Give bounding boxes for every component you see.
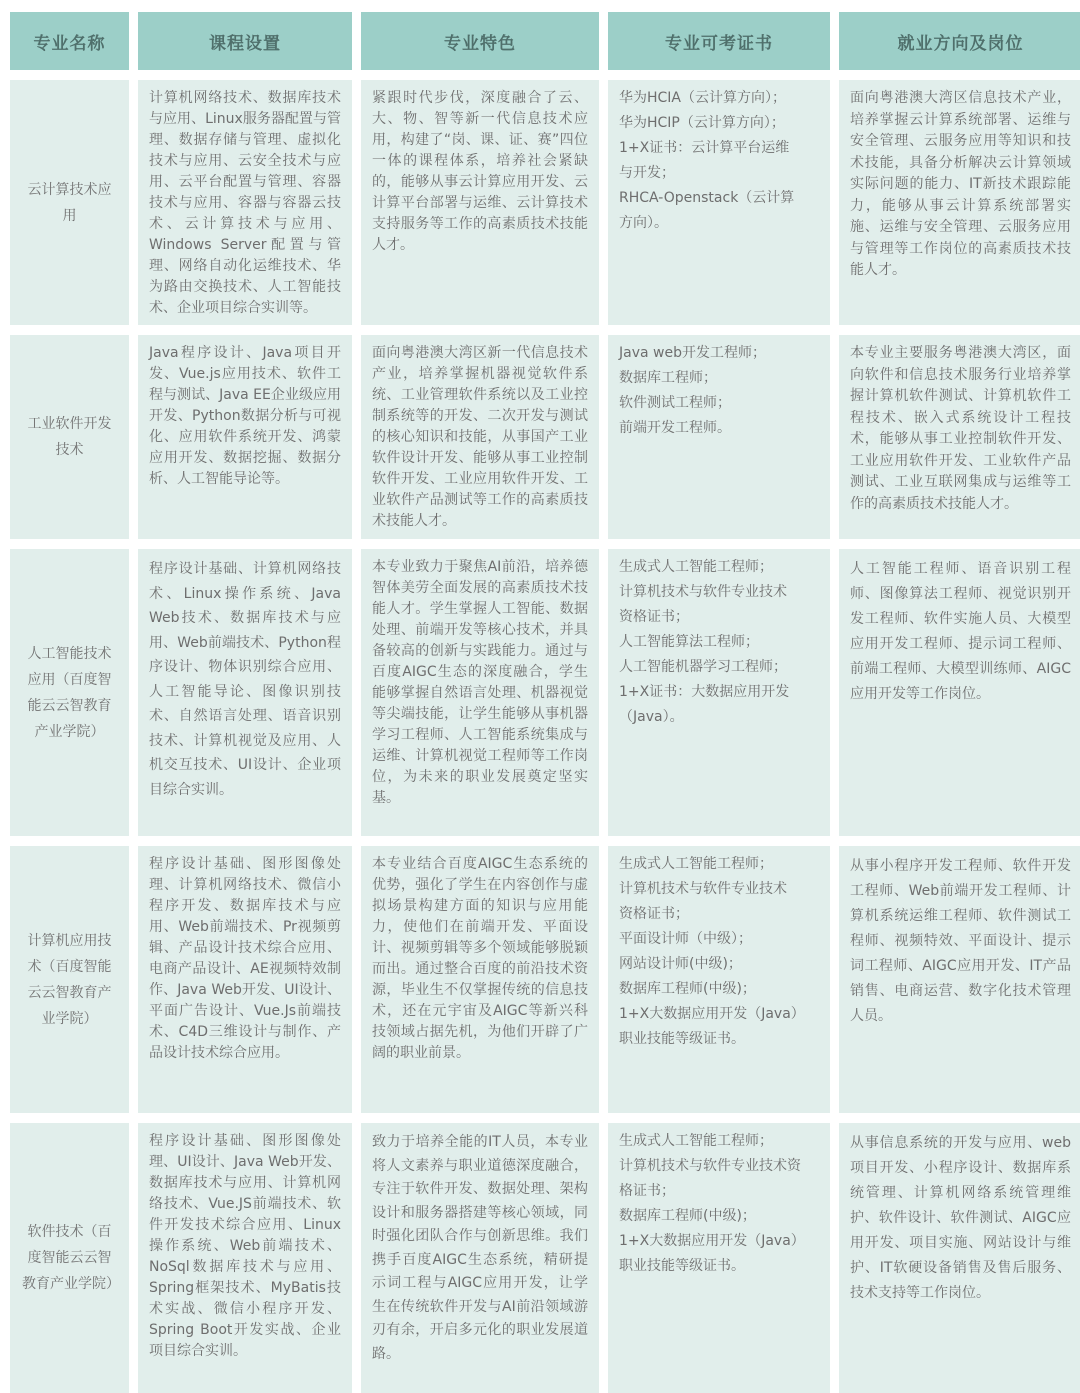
certificate-line: 软件测试工程师； bbox=[619, 395, 731, 411]
certificate-line: 格证书； bbox=[619, 1183, 675, 1199]
major-name: 云计算技术应用 bbox=[10, 80, 129, 325]
certificate-line: （Java）。 bbox=[619, 709, 684, 725]
major-name: 计算机应用技术（百度智能云云智教育产业学院） bbox=[10, 846, 129, 1113]
certificate-line: 1+X证书：大数据应用开发 bbox=[619, 684, 790, 700]
certificate-line: 前端开发工程师。 bbox=[619, 420, 731, 436]
jobs-cell: 面向粤港澳大湾区信息技术产业，培养掌握云计算系统部署、运维与安全管理、云服务应用等知识和技术技能，具备分析解决云计算领域实际问题的能力、IT新技术跟踪能力，能够从事云计算系统部署实施、运维与安全管理、云服务应用与管理等工作岗位的高素质技术技能人才。 bbox=[839, 80, 1080, 325]
courses-cell: Java程序设计、Java项目开发、Vue.js应用技术、软件工程与测试、Java EE企业级应用开发、Python数据分析与可视化、应用软件系统开发、鸿蒙应用开发、数据挖掘、数据分析、人工智能导论等。 bbox=[138, 335, 352, 539]
features-cell: 面向粤港澳大湾区新一代信息技术产业，培养掌握机器视觉软件系统、工业管理软件系统以及工业控制系统等的开发、二次开发与测试的核心知识和技能，从事国产工业软件设计开发、能够从事工业控制软件开发、工业应用软件开发、工业软件产品测试等工作的高素质技术技能人才。 bbox=[361, 335, 599, 539]
certificate-line: 方向）。 bbox=[619, 215, 668, 231]
certificate-line: 资格证书； bbox=[619, 609, 689, 625]
certificate-line: 1+X证书：云计算平台运维 bbox=[619, 140, 790, 156]
certificates-cell bbox=[608, 846, 830, 1113]
certificates-cell bbox=[608, 1123, 830, 1393]
certificate-line: 网站设计师(中级)； bbox=[619, 956, 742, 972]
certificate-line: 与开发； bbox=[619, 165, 675, 181]
header-jobs: 就业方向及岗位 bbox=[839, 12, 1080, 70]
features-cell: 紧跟时代步伐，深度融合了云、大、物、智等新一代信息技术应用，构建了“岗、课、证、赛”四位一体的课程体系，培养社会紧缺的，能够从事云计算应用开发、云计算平台部署与运维、云计算技术支持服务等工作的高素质技术技能人才。 bbox=[361, 80, 599, 325]
certificates-cell bbox=[608, 335, 830, 539]
courses-cell: 程序设计基础、图形图像处理、计算机网络技术、微信小程序开发、数据库技术与应用、Web前端技术、Pr视频剪辑、产品设计技术综合应用、电商产品设计、AE视频特效制作、Java Web开发、UI设计、平面广告设计、Vue.Js前端技术、C4D三维设计与制作、产品设计技术综合应用。 bbox=[138, 846, 352, 1113]
jobs-cell: 人工智能工程师、语音识别工程师、图像算法工程师、视觉识别开发工程师、软件实施人员、大模型应用开发工程师、提示词工程师、前端工程师、大模型训练师、AIGC应用开发等工作岗位。 bbox=[839, 549, 1080, 836]
certificate-line: 华为HCIP（云计算方向）； bbox=[619, 115, 785, 131]
major-name: 人工智能技术应用（百度智能云云智教育产业学院） bbox=[10, 549, 129, 836]
certificate-line: 计算机技术与软件专业技术资 bbox=[619, 1158, 801, 1174]
header-certificates: 专业可考证书 bbox=[608, 12, 830, 70]
features-cell: 本专业致力于聚焦AI前沿，培养德智体美劳全面发展的高素质技术技能人才。学生掌握人工智能、数据处理、前端开发等核心技术，并具备较高的创新与实践能力。通过与百度AIGC生态的深度融合，学生能够掌握自然语言处理、机器视觉等尖端技能，让学生能够从事机器学习工程师、人工智能系统集成与运维、计算机视觉工程师等工作岗位，为未来的职业发展奠定坚实基。 bbox=[361, 549, 599, 836]
certificate-line: 生成式人工智能工程师； bbox=[619, 559, 773, 575]
certificate-line: 人工智能机器学习工程师； bbox=[619, 659, 787, 675]
certificate-line: 华为HCIA（云计算方向）； bbox=[619, 90, 787, 106]
certificate-line: 计算机技术与软件专业技术 bbox=[619, 881, 787, 897]
header-features: 专业特色 bbox=[361, 12, 599, 70]
certificate-line: 职业技能等级证书。 bbox=[619, 1031, 745, 1047]
certificate-line: 平面设计师（中级）； bbox=[619, 931, 752, 947]
jobs-cell: 从事小程序开发工程师、软件开发工程师、Web前端开发工程师、计算机系统运维工程师、软件测试工程师、视频特效、平面设计、提示词工程师、AIGC应用开发、IT产品销售、电商运营、数字化技术管理人员。 bbox=[839, 846, 1080, 1113]
jobs-cell: 本专业主要服务粤港澳大湾区，面向软件和信息技术服务行业培养掌握计算机软件测试、计算机软件工程技术、嵌入式系统设计工程技术，能够从事工业控制软件开发、工业应用软件开发、工业软件产品测试、工业互联网集成与运维等工作的高素质技术技能人才。 bbox=[839, 335, 1080, 539]
major-name: 软件技术（百度智能云云智教育产业学院） bbox=[10, 1123, 129, 1393]
courses-cell: 程序设计基础、计算机网络技术、Linux操作系统、Java Web技术、数据库技术与应用、Web前端技术、Python程序设计、物体识别综合应用、人工智能导论、图像识别技术、自然语言处理、语音识别技术、计算机视觉及应用、人机交互技术、UI设计、企业项目综合实训。 bbox=[138, 549, 352, 836]
certificate-line: 职业技能等级证书。 bbox=[619, 1258, 745, 1274]
certificate-line: RHCA-Openstack（云计算 bbox=[619, 190, 795, 206]
certificates-cell bbox=[608, 80, 830, 325]
major-name: 工业软件开发技术 bbox=[10, 335, 129, 539]
header-courses: 课程设置 bbox=[138, 12, 352, 70]
header-major-name: 专业名称 bbox=[10, 12, 129, 70]
features-cell: 致力于培养全能的IT人员，本专业将人文素养与职业道德深度融合，专注于软件开发、数据处理、架构设计和服务器搭建等核心领域，同时强化团队合作与创新思维。我们携手百度AIGC生态系统，精研提示词工程与AIGC应用开发，让学生在传统软件开发与AI前沿领域游刃有余，开启多元化的职业发展道路。 bbox=[361, 1123, 599, 1393]
certificate-line: 数据库工程师； bbox=[619, 370, 717, 386]
jobs-cell: 从事信息系统的开发与应用、web项目开发、小程序设计、数据库系统管理、计算机网络系统管理维护、软件设计、软件测试、AIGC应用开发、项目实施、网站设计与维护、IT软硬设备销售及售后服务、技术支持等工作岗位。 bbox=[839, 1123, 1080, 1393]
features-cell: 本专业结合百度AIGC生态系统的优势，强化了学生在内容创作与虚拟场景构建方面的知识与应用能力，使他们在前端开发、平面设计、视频剪辑等多个领域能够脱颖而出。通过整合百度的前沿技术资源，毕业生不仅掌握传统的信息技术，还在元宇宙及AIGC等新兴科技领域占据先机，为他们开辟了广阔的职业前景。 bbox=[361, 846, 599, 1113]
majors-table bbox=[10, 12, 1080, 1393]
certificate-line: 人工智能算法工程师； bbox=[619, 634, 759, 650]
certificate-line: 数据库工程师(中级)； bbox=[619, 1208, 756, 1224]
certificate-line: 生成式人工智能工程师； bbox=[619, 1133, 773, 1149]
certificate-line: Java web开发工程师； bbox=[619, 345, 766, 361]
certificate-line: 数据库工程师(中级)； bbox=[619, 981, 756, 997]
certificate-line: 1+X大数据应用开发（Java） bbox=[619, 1006, 805, 1022]
courses-cell: 计算机网络技术、数据库技术与应用、Linux服务器配置与管理、数据存储与管理、虚拟化技术与应用、云安全技术与应用、云平台配置与管理、容器技术与应用、容器与容器云技术、云计算技术与应用、Windows Server配置与管理、网络自动化运维技术、华为路由交换技术、人工智能技术、企业项目综合实训等。 bbox=[138, 80, 352, 325]
certificate-line: 1+X大数据应用开发（Java） bbox=[619, 1233, 805, 1249]
courses-cell: 程序设计基础、图形图像处理、UI设计、Java Web开发、数据库技术与应用、计算机网络技术、Vue.JS前端技术、软件开发技术综合应用、Linux 操作系统、Web前端技术、NoSql数据库技术与应用、Spring框架技术、MyBatis技术实战、微信小程序开发、Spring Boot开发实战、企业项目综合实训。 bbox=[138, 1123, 352, 1393]
certificates-cell bbox=[608, 549, 830, 836]
certificate-line: 资格证书； bbox=[619, 906, 689, 922]
certificate-line: 生成式人工智能工程师； bbox=[619, 856, 773, 872]
certificate-line: 计算机技术与软件专业技术 bbox=[619, 584, 787, 600]
